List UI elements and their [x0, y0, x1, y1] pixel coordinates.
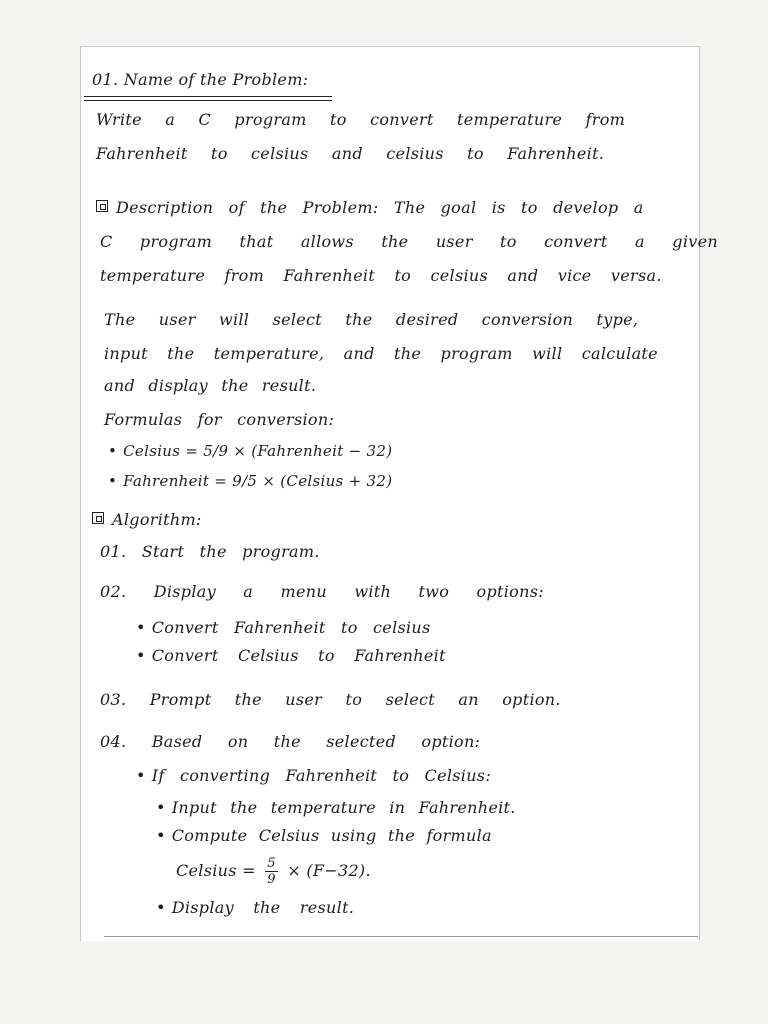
algorithm-step-1: 01. Start the program.	[100, 542, 320, 561]
formula-rhs: × (F−32).	[287, 861, 371, 880]
step-4-c-text: Display the result.	[171, 898, 355, 917]
description-line-2: C program that allows the user to convert a given	[100, 232, 718, 251]
step-4-if-text: If converting Fahrenheit to Celsius:	[151, 766, 492, 785]
heading-underline-double	[84, 100, 332, 101]
formula-lhs: Celsius =	[176, 861, 256, 880]
description-line-5: input the temperature, and the program will calculate	[104, 344, 658, 363]
problem-line-1: Write a C program to convert temperature from	[96, 110, 626, 129]
algorithm-step-4-a: • Input the temperature in Fahrenheit.	[156, 798, 516, 817]
step-4-b-text: Compute Celsius using the formula	[171, 826, 492, 845]
formulas-title: Formulas for conversion:	[104, 410, 335, 429]
algorithm-step-3: 03. Prompt the user to select an option.	[100, 690, 561, 709]
checkbox-icon	[96, 200, 108, 212]
problem-line-2: Fahrenheit to celsius and celsius to Fahrenheit.	[96, 144, 605, 163]
bottom-divider	[104, 936, 698, 937]
algorithm-title	[92, 510, 202, 529]
formula-celsius: • Celsius = 5/9 × (Fahrenheit − 32)	[108, 442, 393, 460]
algorithm-title-text: Algorithm:	[112, 510, 202, 529]
fraction-numerator: 5	[267, 856, 276, 871]
algorithm-step-2: 02. Display a menu with two options:	[100, 582, 544, 601]
formula-celsius-text: Celsius = 5/9 × (Fahrenheit − 32)	[123, 442, 393, 460]
fraction	[265, 856, 278, 887]
algorithm-step-4-if: • If converting Fahrenheit to Celsius:	[136, 766, 492, 785]
fraction-denominator: 9	[267, 872, 276, 887]
heading-underline	[84, 96, 332, 97]
problem-heading: 01. Name of the Problem:	[92, 70, 309, 89]
formula-fahrenheit: • Fahrenheit = 9/5 × (Celsius + 32)	[108, 472, 393, 490]
description-line-1	[96, 198, 644, 217]
algorithm-step-2-option-2: • Convert Celsius to Fahrenheit	[136, 646, 446, 665]
algorithm-step-4-b: • Compute Celsius using the formula	[156, 826, 492, 845]
checkbox-icon	[92, 512, 104, 524]
description-line-6: and display the result.	[104, 376, 317, 395]
option-1-text: Convert Fahrenheit to celsius	[151, 618, 431, 637]
description-line-4: The user will select the desired conversion type,	[104, 310, 639, 329]
algorithm-step-4: 04. Based on the selected option:	[100, 732, 481, 751]
algorithm-step-4-c: • Display the result.	[156, 898, 355, 917]
step-4-a-text: Input the temperature in Fahrenheit.	[171, 798, 516, 817]
algorithm-step-4-formula	[176, 856, 371, 887]
option-2-text: Convert Celsius to Fahrenheit	[151, 646, 446, 665]
description-line-3: temperature from Fahrenheit to celsius and vice versa.	[100, 266, 662, 285]
algorithm-step-2-option-1: • Convert Fahrenheit to celsius	[136, 618, 431, 637]
formula-fahrenheit-text: Fahrenheit = 9/5 × (Celsius + 32)	[123, 472, 393, 490]
description-line-1-text: Description of the Problem: The goal is to develop a	[116, 198, 644, 217]
